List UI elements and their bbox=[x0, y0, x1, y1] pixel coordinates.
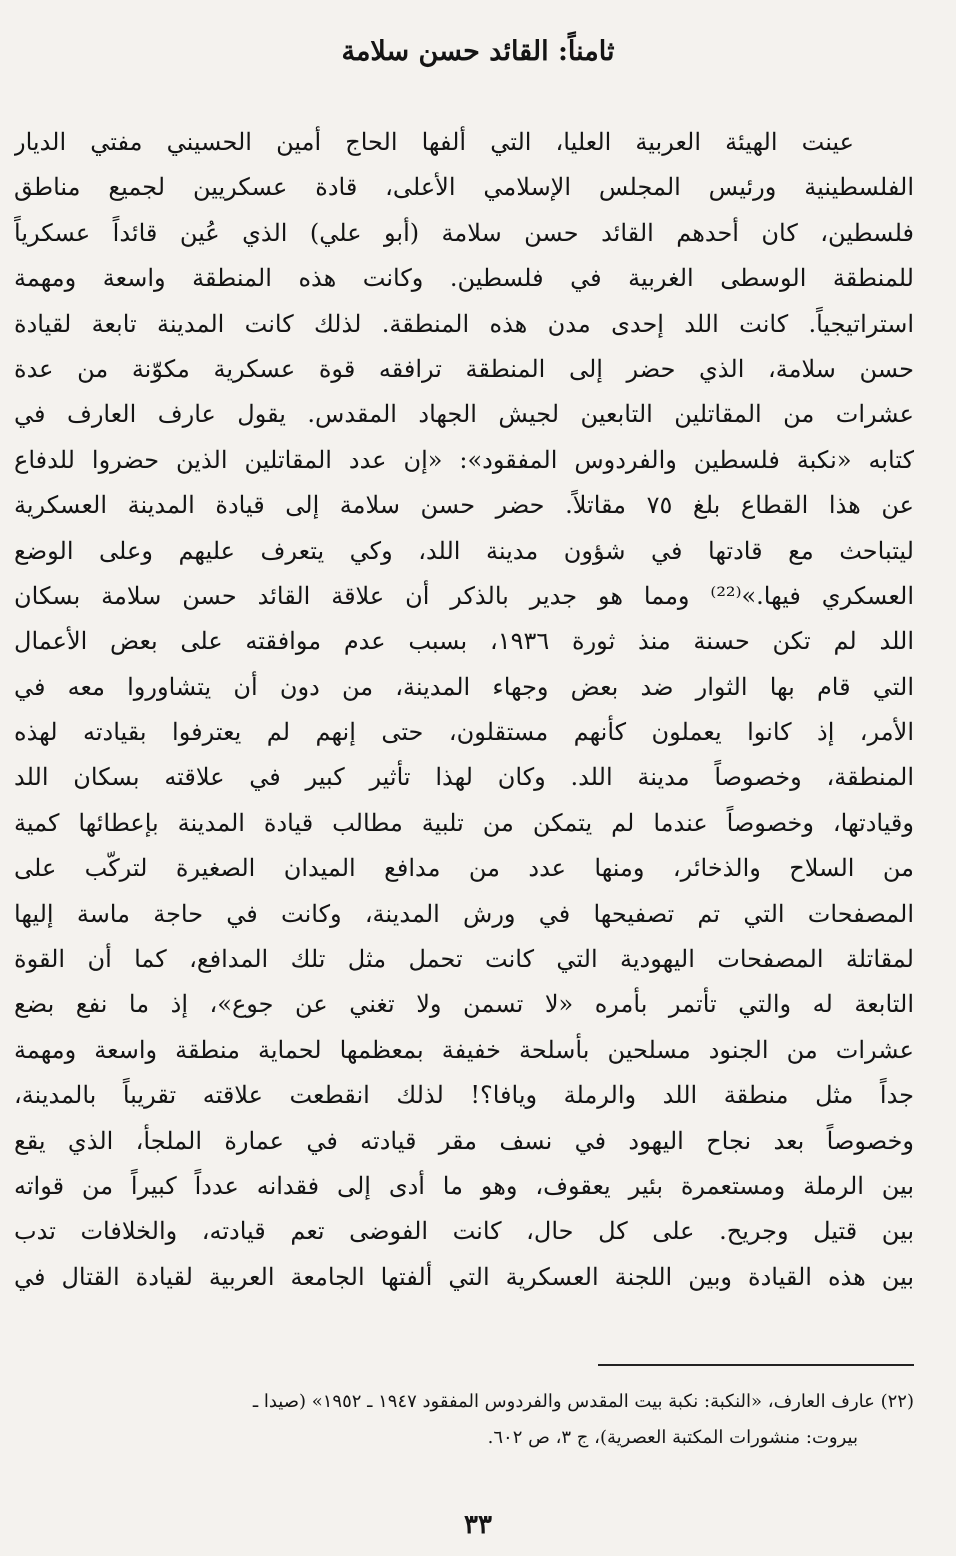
body-line: الفلسطينية ورئيس المجلس الإسلامي الأعلى، قادة عسكريين لجميع مناطق bbox=[14, 173, 914, 202]
body-line: لمقاتلة المصفحات اليهودية التي كانت تحمل مثل تلك المدافع، كما أن القوة bbox=[14, 945, 914, 974]
body-line: بين هذه القيادة وبين اللجنة العسكرية التي ألفتها الجامعة العربية لقيادة القتال في bbox=[14, 1262, 914, 1291]
body-line: عينت الهيئة العربية العليا، التي ألفها الحاج أمين الحسيني مفتي الديار bbox=[14, 128, 854, 156]
body-line: عشرات من المقاتلين التابعين لجيش الجهاد المقدس. يقول عارف العارف في bbox=[14, 400, 914, 429]
body-line: عن هذا القطاع بلغ ٧٥ مقاتلاً. حضر حسن سلامة إلى قيادة المدينة العسكرية bbox=[14, 491, 914, 520]
body-line: بين الرملة ومستعمرة بئير يعقوف، وهو ما أدى إلى فقدانه عدداً كبيراً من قواته bbox=[14, 1171, 914, 1200]
footnotes bbox=[14, 1384, 914, 1456]
section-title: ثامناً: القائد حسن سلامة bbox=[341, 36, 615, 67]
footnote-line: بيروت: منشورات المكتبة العصرية)، ج ٣، ص ٦٠٢. bbox=[487, 1427, 858, 1448]
body-text bbox=[14, 120, 914, 1300]
body-line: المنطقة، وخصوصاً مدينة اللد. وكان لهذا تأثير كبير في علاقته بسكان اللد bbox=[14, 763, 914, 792]
body-line: الأمر، إذ كانوا يعملون كأنهم مستقلون، حتى إنهم لم يعترفوا بقيادته لهذه bbox=[14, 718, 914, 747]
body-line: جداً مثل منطقة اللد والرملة ويافا؟! لذلك انقطعت علاقته تقريباً بالمدينة، bbox=[14, 1081, 914, 1110]
body-line: العسكري فيها.»⁽²²⁾ ومما هو جدير بالذكر أن علاقة القائد حسن سلامة بسكان bbox=[14, 581, 914, 610]
body-line: للمنطقة الوسطى الغربية في فلسطين. وكانت هذه المنطقة واسعة ومهمة bbox=[14, 264, 914, 293]
body-line: المصفحات التي تم تصفيحها في ورش المدينة، وكانت في حاجة ماسة إليها bbox=[14, 899, 914, 928]
footnote-divider bbox=[598, 1364, 914, 1366]
body-line: بين قتيل وجريح. على كل حال، كانت الفوضى تعم قيادته، والخلافات تدب bbox=[14, 1217, 914, 1246]
body-line: عشرات من الجنود مسلحين بأسلحة خفيفة بمعظمها لحماية منطقة واسعة ومهمة bbox=[14, 1035, 914, 1064]
body-line: حسن سلامة، الذي حضر إلى المنطقة ترافقه قوة عسكرية مكوّنة من عدة bbox=[14, 354, 914, 383]
body-line: كتابه «نكبة فلسطين والفردوس المفقود»: «إن عدد المقاتلين الذين حضروا للدفاع bbox=[14, 445, 914, 474]
body-line: التي قام بها الثوار ضد بعض وجهاء المدينة، من دون أن يتشاوروا معه في bbox=[14, 672, 914, 701]
body-line: التابعة له والتي تأتمر بأمره «لا تسمن ولا تغني عن جوع»، إذ ما نفع بضع bbox=[14, 990, 914, 1019]
page-number: ٣٣ bbox=[464, 1510, 492, 1540]
body-line: ليتباحث مع قادتها في شؤون مدينة اللد، وكي يتعرف عليهم وعلى الوضع bbox=[14, 536, 914, 565]
body-line: اللد لم تكن حسنة منذ ثورة ١٩٣٦، بسبب عدم موافقته على بعض الأعمال bbox=[14, 627, 914, 656]
footnote-line: (٢٢) عارف العارف، «النكبة: نكبة بيت المقدس والفردوس المفقود ١٩٤٧ ـ ١٩٥٢» (صيدا ـ bbox=[252, 1391, 914, 1412]
body-line: فلسطين، كان أحدهم القائد حسن سلامة (أبو علي) الذي عُين قائداً عسكرياً bbox=[14, 218, 914, 247]
body-line: وقيادتها، وخصوصاً عندما لم يتمكن من تلبية مطالب قيادة المدينة بإعطائها كمية bbox=[14, 808, 914, 837]
body-line: من السلاح والذخائر، ومنها عدد من مدافع الميدان الصغيرة لتركّب على bbox=[14, 854, 914, 883]
body-line: استراتيجياً. كانت اللد إحدى مدن هذه المنطقة. لذلك كانت المدينة تابعة لقيادة bbox=[14, 309, 914, 338]
body-line: وخصوصاً بعد نجاح اليهود في نسف مقر قيادته في عمارة الملجأ، الذي يقع bbox=[14, 1126, 914, 1155]
